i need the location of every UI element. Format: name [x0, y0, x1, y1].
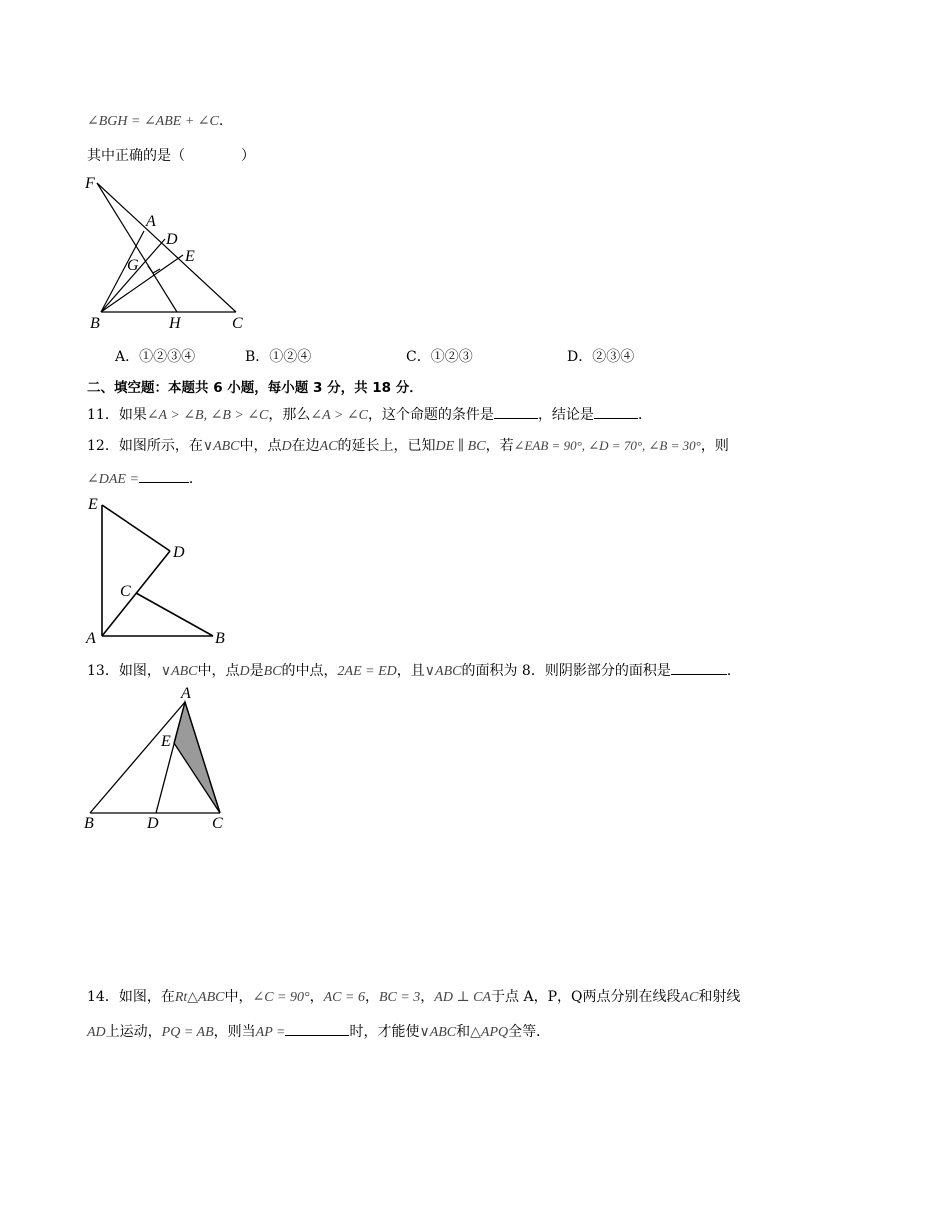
seg-ED: [102, 505, 170, 551]
q13-t6: ．: [726, 663, 741, 679]
label-A: A: [86, 630, 96, 647]
q14-num: 14．如图，在: [87, 989, 175, 1005]
option-d-letter: D．: [567, 349, 593, 365]
q12-t4: ，若: [485, 438, 514, 454]
q11-t2: ，这个命题的条件是: [367, 407, 494, 423]
option-c-letter: C．: [406, 349, 431, 365]
q14-rt: Rt△ABC: [174, 990, 225, 1005]
label-D: D: [166, 231, 178, 248]
q13-m-bc: BC: [263, 664, 282, 679]
option-a-text: ①②③④: [139, 349, 196, 365]
q12-line1: [87, 435, 729, 455]
q12-t6: ．: [188, 471, 203, 487]
q14-s3: ，: [420, 989, 435, 1005]
q11-num: 11．如果: [87, 407, 147, 423]
label-H: H: [169, 315, 181, 332]
q12-t3: 的延长上，已知: [337, 438, 436, 454]
q14-math2: AC = 6: [323, 990, 365, 1005]
q13-blank[interactable]: [671, 660, 727, 675]
q10-prompt: 其中正确的是（ ）: [87, 148, 255, 164]
q14-t6: 时，才能使: [349, 1024, 420, 1040]
q12-t5: ，则: [700, 438, 729, 454]
q13-math3: ∨ABC: [424, 664, 462, 679]
q13: [87, 660, 741, 680]
label-C: C: [120, 583, 131, 600]
q11: [87, 404, 652, 424]
q14-line2: [87, 1021, 550, 1041]
option-b-text: ①②④: [269, 349, 312, 365]
q14-s2: ，: [364, 989, 379, 1005]
q13-t3: 的中点，: [281, 663, 338, 679]
q13-t1: 中，点: [197, 663, 240, 679]
q11-t3: ，结论是: [537, 407, 594, 423]
q14-t1: 中，: [224, 989, 253, 1005]
q14-t2: 于点 A，P，Q两点分别在线段: [491, 989, 681, 1005]
option-c: [406, 346, 473, 366]
q14-line1: [87, 986, 740, 1006]
option-b-letter: B．: [245, 349, 270, 365]
q11-blank-condition[interactable]: [494, 404, 538, 419]
label-E: E: [88, 496, 98, 513]
seg-FH: [97, 183, 177, 312]
q12-line2: [87, 468, 203, 488]
label-F: F: [85, 175, 95, 192]
q13-t2: 是: [249, 663, 264, 679]
option-d-text: ②③④: [592, 349, 635, 365]
q12-t2: 在边: [291, 438, 320, 454]
label-E: E: [185, 248, 195, 265]
q13-t4: ，且: [396, 663, 425, 679]
top-line: [87, 113, 223, 130]
label-A: A: [181, 685, 191, 702]
option-a: [115, 346, 195, 366]
label-D: D: [147, 815, 159, 832]
q14-math7: ∨ABC: [419, 1025, 457, 1040]
q10-figure: [80, 170, 260, 335]
q11-math1: ∠A > ∠B, ∠B > ∠C: [146, 408, 269, 423]
q14-t4: 上运动，: [105, 1024, 162, 1040]
label-A: A: [146, 213, 156, 230]
option-b: [245, 346, 311, 366]
q14-math8: △APQ: [470, 1025, 509, 1040]
q13-t5: 的面积为 8．则阴影部分的面积是: [461, 663, 671, 679]
q14-math3: BC = 3: [378, 990, 421, 1005]
q14-t7: 和: [456, 1024, 471, 1040]
top-line-math: ∠BGH = ∠ABE + ∠C: [87, 114, 219, 129]
q14-t8: 全等．: [508, 1024, 551, 1040]
q12-math1: ∨ABC: [202, 439, 240, 454]
q12-m-ac: AC: [319, 439, 338, 454]
q14-s1: ，: [309, 989, 324, 1005]
q13-math2: 2AE = ED: [337, 664, 397, 679]
label-B: B: [84, 815, 94, 832]
q11-t4: ．: [637, 407, 652, 423]
q11-t1: ，那么: [268, 407, 311, 423]
q12-num: 12．如图所示，在: [87, 438, 203, 454]
seg-CB: [136, 593, 213, 636]
option-d: [567, 346, 634, 366]
q12-math2: DE ∥ BC: [435, 439, 486, 454]
q14-t3: 和射线: [698, 989, 741, 1005]
q12-blank[interactable]: [139, 468, 189, 483]
q12-math3: ∠EAB = 90°, ∠D = 70°, ∠B = 30°: [513, 438, 701, 453]
q14-blank[interactable]: [285, 1021, 349, 1036]
q14-t5: ，则当: [213, 1024, 256, 1040]
q14-math4: AD ⊥ CA: [434, 990, 492, 1005]
label-C: C: [212, 815, 223, 832]
section2-header: 二、填空题：本题共 6 小题，每小题 3 分，共 18 分．: [87, 380, 423, 396]
q13-m-d: D: [239, 664, 250, 679]
q12-m-d: D: [281, 439, 292, 454]
q12-figure: [80, 490, 240, 650]
label-C: C: [232, 315, 243, 332]
label-B: B: [215, 630, 225, 647]
top-line-end: .: [218, 113, 224, 129]
q13-num: 13．如图，: [87, 663, 161, 679]
seg-BD: [101, 239, 165, 312]
q14-math5: PQ = AB: [161, 1025, 214, 1040]
q11-blank-conclusion[interactable]: [594, 404, 638, 419]
seg-BE: [101, 255, 183, 312]
q14-m-ac: AC: [680, 990, 699, 1005]
q14-math6: AP =: [255, 1025, 286, 1040]
q13-math1: ∨ABC: [160, 664, 198, 679]
label-D: D: [173, 544, 185, 561]
q12-t1: 中，点: [239, 438, 282, 454]
q14-math1: ∠C = 90°: [252, 990, 310, 1005]
q14-m-ad: AD: [87, 1025, 106, 1040]
label-B: B: [90, 315, 100, 332]
option-c-text: ①②③: [430, 349, 473, 365]
q12-math4: ∠DAE =: [87, 472, 139, 487]
label-G: G: [127, 257, 139, 274]
q11-math2: ∠A > ∠C: [310, 408, 368, 423]
option-a-letter: A．: [115, 349, 140, 365]
q13-figure: [80, 685, 240, 830]
label-E: E: [161, 733, 171, 750]
